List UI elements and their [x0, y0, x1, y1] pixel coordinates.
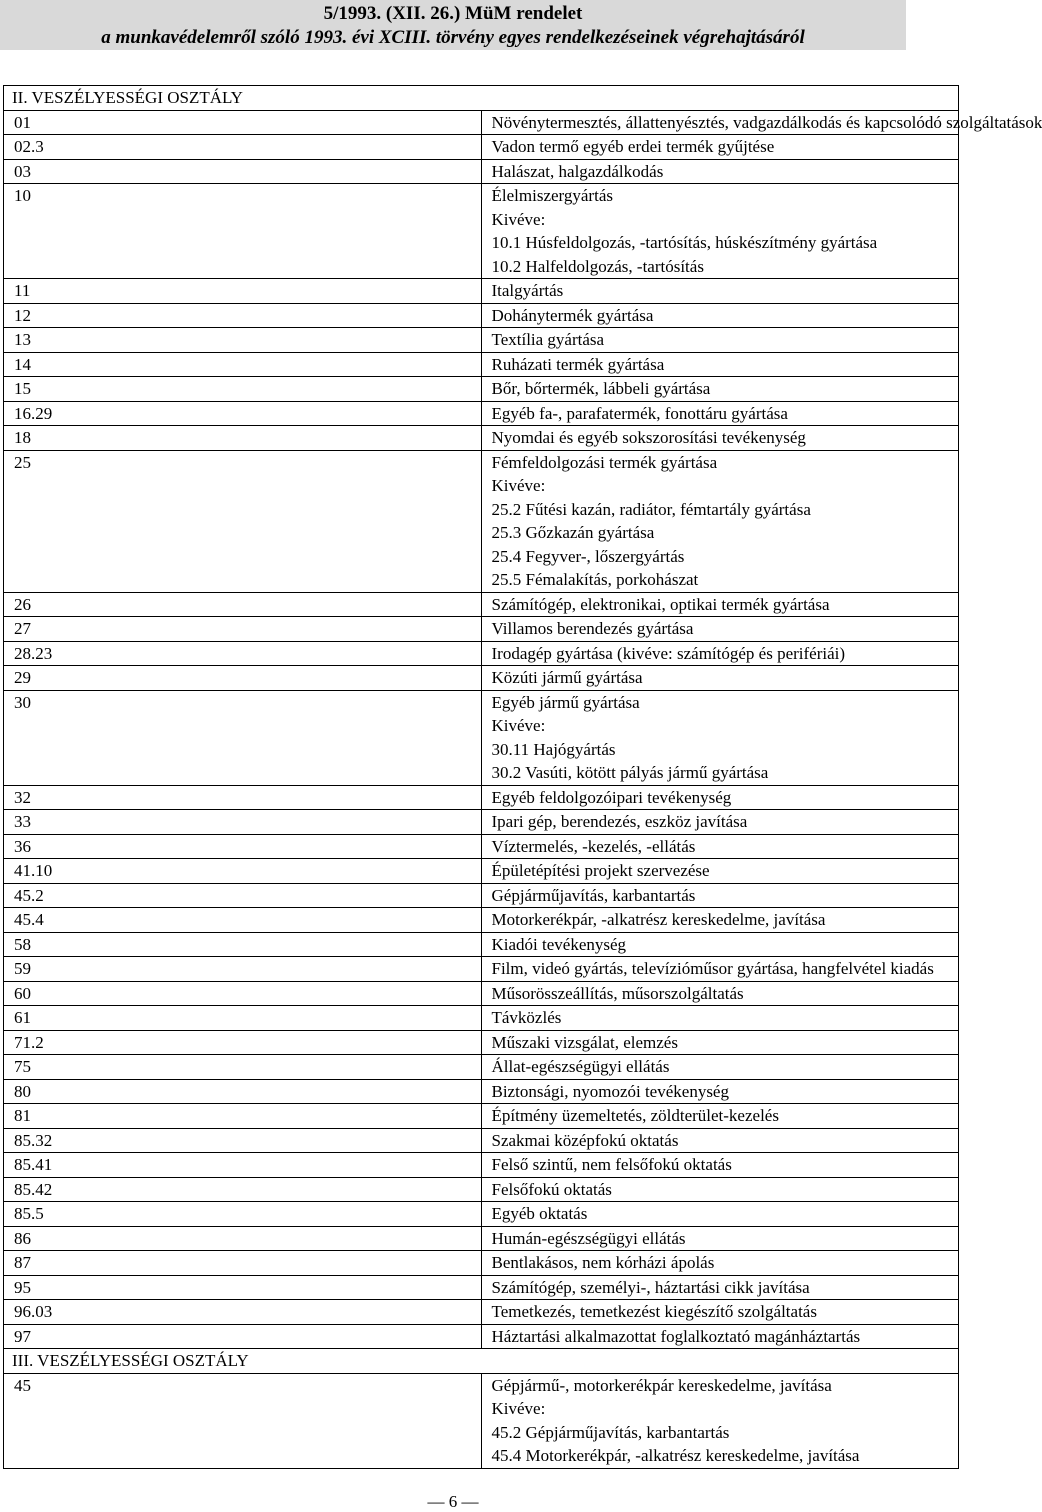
table-row: [4, 328, 959, 353]
teaor-code: 45: [4, 1373, 482, 1468]
table-row: [4, 1030, 959, 1055]
activity-description: [481, 690, 959, 785]
table-row: [4, 1251, 959, 1276]
activity-description: [481, 883, 959, 908]
activity-name: Víztermelés, -kezelés, -ellátás: [491, 836, 696, 856]
activity-name: Egyéb feldolgozóipari tevékenység: [491, 787, 732, 807]
activity-description: [481, 135, 959, 160]
teaor-code: 14: [4, 352, 482, 377]
activity-description: [481, 1006, 959, 1031]
teaor-code: 85.42: [4, 1177, 482, 1202]
activity-name: Dohánytermék gyártása: [491, 305, 654, 325]
table-row: [4, 641, 959, 666]
table-row: [4, 981, 959, 1006]
activity-description: [481, 932, 959, 957]
table-row: [4, 1079, 959, 1104]
table-row: [4, 810, 959, 835]
teaor-code: 45.4: [4, 908, 482, 933]
table-row: [4, 303, 959, 328]
table-row: [4, 426, 959, 451]
page-footer: [0, 1492, 906, 1512]
activity-name: Halászat, halgazdálkodás: [491, 161, 664, 181]
teaor-code: 01: [4, 110, 482, 135]
teaor-code: 32: [4, 785, 482, 810]
exception-label: Kivéve:: [491, 209, 546, 229]
activity-name: Gépjármű-, motorkerékpár kereskedelme, javítása: [491, 1375, 832, 1395]
teaor-code: 96.03: [4, 1300, 482, 1325]
activity-description: [481, 641, 959, 666]
table-row: [4, 1104, 959, 1129]
activity-description: [481, 810, 959, 835]
activity-name: Kiadói tevékenység: [491, 934, 627, 954]
page-number-dash-right: —: [461, 1492, 479, 1511]
activity-name: Italgyártás: [491, 281, 564, 300]
table-row: [4, 957, 959, 982]
activity-name: Számítógép, személyi-, háztartási cikk javítása: [491, 1277, 810, 1297]
table-row: [4, 883, 959, 908]
activity-name: Növénytermesztés, állattenyésztés, vadgazdálkodás és kapcsolódó szolgáltatások: [491, 112, 1042, 132]
activity-name: Bőr, bőrtermék, lábbeli gyártása: [491, 379, 711, 398]
teaor-code: 16.29: [4, 401, 482, 426]
exception-label: Kivéve:: [491, 476, 546, 495]
activity-name: Állat-egészségügyi ellátás: [491, 1057, 670, 1076]
activity-description: [481, 377, 959, 402]
exception-item: 25.3 Gőzkazán gyártása: [491, 523, 655, 542]
activity-name: Egyéb oktatás: [491, 1204, 588, 1223]
teaor-code: 59: [4, 957, 482, 982]
activity-description: [481, 617, 959, 642]
activity-name: Szakmai középfokú oktatás: [491, 1130, 679, 1150]
table-row: [4, 592, 959, 617]
teaor-code: 95: [4, 1275, 482, 1300]
activity-description: [481, 1128, 959, 1153]
table-row: [4, 834, 959, 859]
table-row: [4, 1202, 959, 1227]
teaor-code: 27: [4, 617, 482, 642]
activity-name: Távközlés: [491, 1008, 562, 1027]
section-title: II. VESZÉLYESSÉGI OSZTÁLY: [4, 86, 959, 111]
teaor-code: 13: [4, 328, 482, 353]
section-header-row: [4, 1349, 959, 1374]
activity-name: Film, videó gyártás, televízióműsor gyártása, hangfelvétel kiadás: [491, 959, 934, 978]
activity-description: [481, 303, 959, 328]
activity-description: [481, 1104, 959, 1129]
exception-item: 45.4 Motorkerékpár, -alkatrész kereskedelme, javítása: [491, 1446, 860, 1465]
exception-label: Kivéve:: [491, 1399, 546, 1418]
teaor-code: 11: [4, 279, 482, 304]
table-row: [4, 1226, 959, 1251]
activity-name: Irodagép gyártása (kivéve: számítógép és perifériái): [491, 643, 846, 663]
table-row: [4, 908, 959, 933]
activity-name: Számítógép, elektronikai, optikai termék gyártása: [491, 594, 830, 614]
activity-name: Egyéb jármű gyártása: [491, 692, 640, 712]
table-row: [4, 1177, 959, 1202]
teaor-code: 85.32: [4, 1128, 482, 1153]
activity-description: [481, 908, 959, 933]
activity-description: [481, 1177, 959, 1202]
activity-name: Közúti jármű gyártása: [491, 668, 643, 687]
table-row: [4, 859, 959, 884]
activity-description: [481, 834, 959, 859]
exception-item: 30.11 Hajógyártás: [491, 739, 616, 759]
table-row: [4, 110, 959, 135]
activity-name: Textília gyártása: [491, 330, 605, 349]
exception-item: 45.2 Gépjárműjavítás, karbantartás: [491, 1422, 730, 1442]
exception-item: 25.5 Fémalakítás, porkohászat: [491, 570, 699, 589]
teaor-code: 60: [4, 981, 482, 1006]
activity-description: [481, 328, 959, 353]
activity-name: Gépjárműjavítás, karbantartás: [491, 885, 696, 905]
activity-name: Felsőfokú oktatás: [491, 1179, 612, 1199]
activity-description: [481, 666, 959, 691]
activity-name: Műszaki vizsgálat, elemzés: [491, 1032, 678, 1052]
table-row: [4, 617, 959, 642]
activity-description: [481, 1324, 959, 1349]
activity-description: [481, 859, 959, 884]
activity-name: Épületépítési projekt szervezése: [491, 861, 710, 880]
activity-description: [481, 184, 959, 279]
activity-name: Ruházati termék gyártása: [491, 354, 665, 374]
activity-name: Bentlakásos, nem kórházi ápolás: [491, 1253, 715, 1272]
activity-description: [481, 426, 959, 451]
activity-description: [481, 401, 959, 426]
teaor-code: 61: [4, 1006, 482, 1031]
teaor-code: 80: [4, 1079, 482, 1104]
table-row: [4, 1006, 959, 1031]
table-row: [4, 401, 959, 426]
teaor-code: 18: [4, 426, 482, 451]
teaor-code: 03: [4, 159, 482, 184]
activity-description: [481, 159, 959, 184]
activity-description: [481, 450, 959, 592]
teaor-code: 41.10: [4, 859, 482, 884]
activity-description: [481, 352, 959, 377]
section-header-row: [4, 86, 959, 111]
activity-name: Nyomdai és egyéb sokszorosítási tevékenység: [491, 428, 806, 447]
activity-description: [481, 957, 959, 982]
table-row: [4, 184, 959, 279]
activity-name: Műsorösszeállítás, műsorszolgáltatás: [491, 983, 744, 1003]
activity-description: [481, 1030, 959, 1055]
regulation-title: 5/1993. (XII. 26.) MüM rendelet: [323, 3, 583, 24]
exception-item: 10.2 Halfeldolgozás, -tartósítás: [491, 256, 704, 276]
activity-description: [481, 1251, 959, 1276]
teaor-code: 87: [4, 1251, 482, 1276]
activity-name: Fémfeldolgozási termék gyártása: [491, 452, 718, 472]
activity-name: Élelmiszergyártás: [491, 186, 613, 205]
activity-description: [481, 1153, 959, 1178]
activity-description: [481, 110, 1042, 135]
teaor-code: 85.5: [4, 1202, 482, 1227]
table-row: [4, 932, 959, 957]
activity-description: [481, 1300, 959, 1325]
activity-name: Egyéb fa-, parafatermék, fonottáru gyártása: [491, 403, 788, 423]
table-row: [4, 1153, 959, 1178]
section-title: III. VESZÉLYESSÉGI OSZTÁLY: [4, 1349, 959, 1374]
teaor-code: 85.41: [4, 1153, 482, 1178]
teaor-code: 97: [4, 1324, 482, 1349]
exception-item: 30.2 Vasúti, kötött pályás jármű gyártása: [491, 763, 769, 782]
activity-description: [481, 1202, 959, 1227]
teaor-code: 33: [4, 810, 482, 835]
activity-name: Építmény üzemeltetés, zöldterület-kezelés: [491, 1106, 779, 1125]
activity-description: [481, 592, 959, 617]
table-row: [4, 666, 959, 691]
teaor-code: 75: [4, 1055, 482, 1080]
classification-table: [3, 85, 1042, 1469]
table-row: [4, 1373, 959, 1468]
activity-description: [481, 1275, 959, 1300]
classification-table-body: [4, 86, 1042, 1469]
table-row: [4, 1055, 959, 1080]
table-row: [4, 450, 959, 592]
teaor-code: 36: [4, 834, 482, 859]
page-number: 6: [448, 1492, 458, 1511]
activity-description: [481, 1079, 959, 1104]
activity-name: Temetkezés, temetkezést kiegészítő szolgáltatás: [491, 1302, 817, 1321]
teaor-code: 86: [4, 1226, 482, 1251]
exception-item: 25.2 Fűtési kazán, radiátor, fémtartály gyártása: [491, 499, 811, 519]
table-row: [4, 135, 959, 160]
table-row: [4, 1275, 959, 1300]
regulation-subtitle: a munkavédelemről szóló 1993. évi XCIII. törvény egyes rendelkezéseinek végrehajtásáról: [101, 27, 805, 48]
activity-name: Motorkerékpár, -alkatrész kereskedelme, javítása: [491, 910, 826, 929]
page-number-dash-left: —: [427, 1492, 445, 1511]
activity-name: Biztonsági, nyomozói tevékenység: [491, 1081, 729, 1101]
teaor-code: 02.3: [4, 135, 482, 160]
teaor-code: 58: [4, 932, 482, 957]
document-header: [0, 0, 906, 50]
teaor-code: 12: [4, 303, 482, 328]
activity-name: Felső szintű, nem felsőfokú oktatás: [491, 1155, 732, 1174]
teaor-code: 25: [4, 450, 482, 592]
table-row: [4, 1128, 959, 1153]
activity-description: [481, 1373, 959, 1468]
exception-item: 25.4 Fegyver-, lőszergyártás: [491, 546, 685, 566]
teaor-code: 10: [4, 184, 482, 279]
table-row: [4, 1324, 959, 1349]
activity-name: Háztartási alkalmazottat foglalkoztató magánháztartás: [491, 1326, 861, 1346]
activity-name: Vadon termő egyéb erdei termék gyűjtése: [491, 137, 775, 156]
teaor-code: 28.23: [4, 641, 482, 666]
activity-name: Villamos berendezés gyártása: [491, 619, 694, 638]
table-row: [4, 690, 959, 785]
teaor-code: 45.2: [4, 883, 482, 908]
activity-description: [481, 981, 959, 1006]
teaor-code: 30: [4, 690, 482, 785]
activity-description: [481, 1055, 959, 1080]
teaor-code: 29: [4, 666, 482, 691]
activity-description: [481, 1226, 959, 1251]
table-row: [4, 279, 959, 304]
teaor-code: 26: [4, 592, 482, 617]
activity-name: Humán-egészségügyi ellátás: [491, 1228, 686, 1248]
activity-description: [481, 279, 959, 304]
table-row: [4, 1300, 959, 1325]
exception-label: Kivéve:: [491, 716, 546, 735]
teaor-code: 81: [4, 1104, 482, 1129]
activity-name: Ipari gép, berendezés, eszköz javítása: [491, 812, 748, 831]
table-row: [4, 377, 959, 402]
teaor-code: 15: [4, 377, 482, 402]
table-row: [4, 785, 959, 810]
activity-description: [481, 785, 959, 810]
table-row: [4, 352, 959, 377]
teaor-code: 71.2: [4, 1030, 482, 1055]
exception-item: 10.1 Húsfeldolgozás, -tartósítás, húskészítmény gyártása: [491, 233, 878, 252]
table-row: [4, 159, 959, 184]
